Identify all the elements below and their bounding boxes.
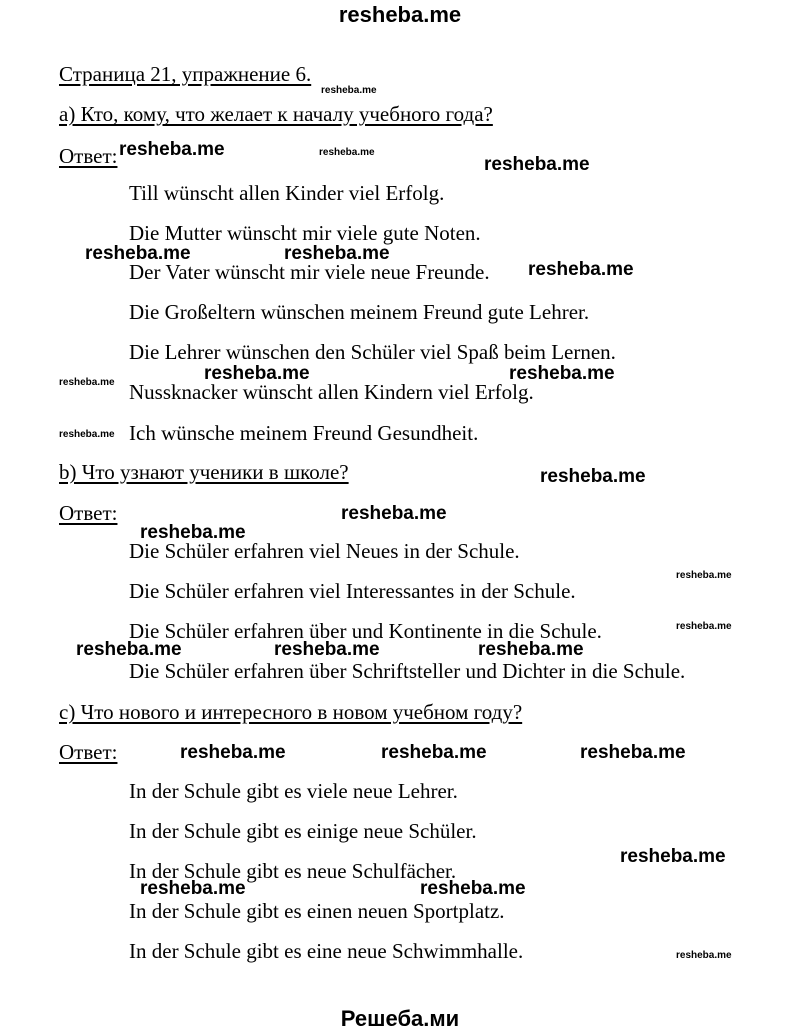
answer-line: Die Mutter wünscht mir viele gute Noten. — [129, 221, 481, 245]
answer-line: Der Vater wünscht mir viele neue Freunde. — [129, 260, 490, 284]
watermark: resheba.me — [420, 878, 526, 899]
watermark: resheba.me — [509, 363, 615, 384]
watermark: resheba.me — [580, 742, 686, 763]
answer-line: Die Großeltern wünschen meinem Freund gute Lehrer. — [129, 300, 590, 324]
question-b: b) Что узнают ученики в школе? — [59, 460, 349, 484]
answer-line: In der Schule gibt es neue Schulfächer. — [129, 859, 457, 883]
watermark: resheba.me — [528, 259, 634, 280]
watermark: resheba.me — [76, 639, 182, 660]
page-title: Страница 21, упражнение 6. — [59, 62, 312, 86]
answer-line: Die Schüler erfahren über Schriftsteller und Dichter in die Schule. — [129, 659, 686, 683]
question-a: а) Кто, кому, что желает к началу учебного года? — [59, 102, 493, 126]
site-header[interactable]: resheba.me — [338, 2, 462, 27]
watermark: resheba.me — [274, 639, 380, 660]
watermark-small: resheba.me — [59, 377, 115, 388]
watermark: resheba.me — [119, 139, 225, 160]
answer-label-a: Ответ: — [59, 144, 118, 168]
answer-line: Die Schüler erfahren viel Interessantes in der Schule. — [129, 579, 576, 603]
watermark-small: resheba.me — [676, 950, 732, 961]
site-footer[interactable]: Решеба.ми — [340, 1006, 460, 1031]
answer-label-b: Ответ: — [59, 501, 118, 525]
watermark: resheba.me — [140, 878, 246, 899]
answer-line: In der Schule gibt es einige neue Schüler. — [129, 819, 477, 843]
watermark: resheba.me — [381, 742, 487, 763]
answer-line: Ich wünsche meinem Freund Gesundheit. — [129, 421, 479, 445]
question-c: c) Что нового и интересного в новом учебном году? — [59, 700, 523, 724]
answer-label-c: Ответ: — [59, 740, 118, 764]
watermark: resheba.me — [620, 846, 726, 867]
answer-line: Die Schüler erfahren viel Neues in der Schule. — [129, 539, 520, 563]
watermark: resheba.me — [284, 243, 390, 264]
answer-line: Till wünscht allen Kinder viel Erfolg. — [129, 181, 445, 205]
watermark: resheba.me — [204, 363, 310, 384]
answer-line: Die Lehrer wünschen den Schüler viel Spaß beim Lernen. — [129, 340, 616, 364]
answer-line: In der Schule gibt es viele neue Lehrer. — [129, 779, 458, 803]
watermark-small: resheba.me — [676, 621, 732, 632]
watermark: resheba.me — [484, 154, 590, 175]
watermark-small: resheba.me — [59, 429, 115, 440]
answer-line: In der Schule gibt es einen neuen Sportplatz. — [129, 899, 505, 923]
watermark: resheba.me — [85, 243, 191, 264]
answer-line: Nussknacker wünscht allen Kindern viel Erfolg. — [129, 380, 534, 404]
watermark: resheba.me — [341, 503, 447, 524]
watermark: resheba.me — [540, 466, 646, 487]
answer-line: In der Schule gibt es eine neue Schwimmhalle. — [129, 939, 524, 963]
watermark: resheba.me — [140, 522, 246, 543]
answer-line: Die Schüler erfahren über und Kontinente in die Schule. — [129, 619, 602, 643]
watermark: resheba.me — [478, 639, 584, 660]
watermark-small: resheba.me — [321, 85, 377, 96]
watermark-small: resheba.me — [676, 570, 732, 581]
watermark-small: resheba.me — [319, 147, 375, 158]
watermark: resheba.me — [180, 742, 286, 763]
